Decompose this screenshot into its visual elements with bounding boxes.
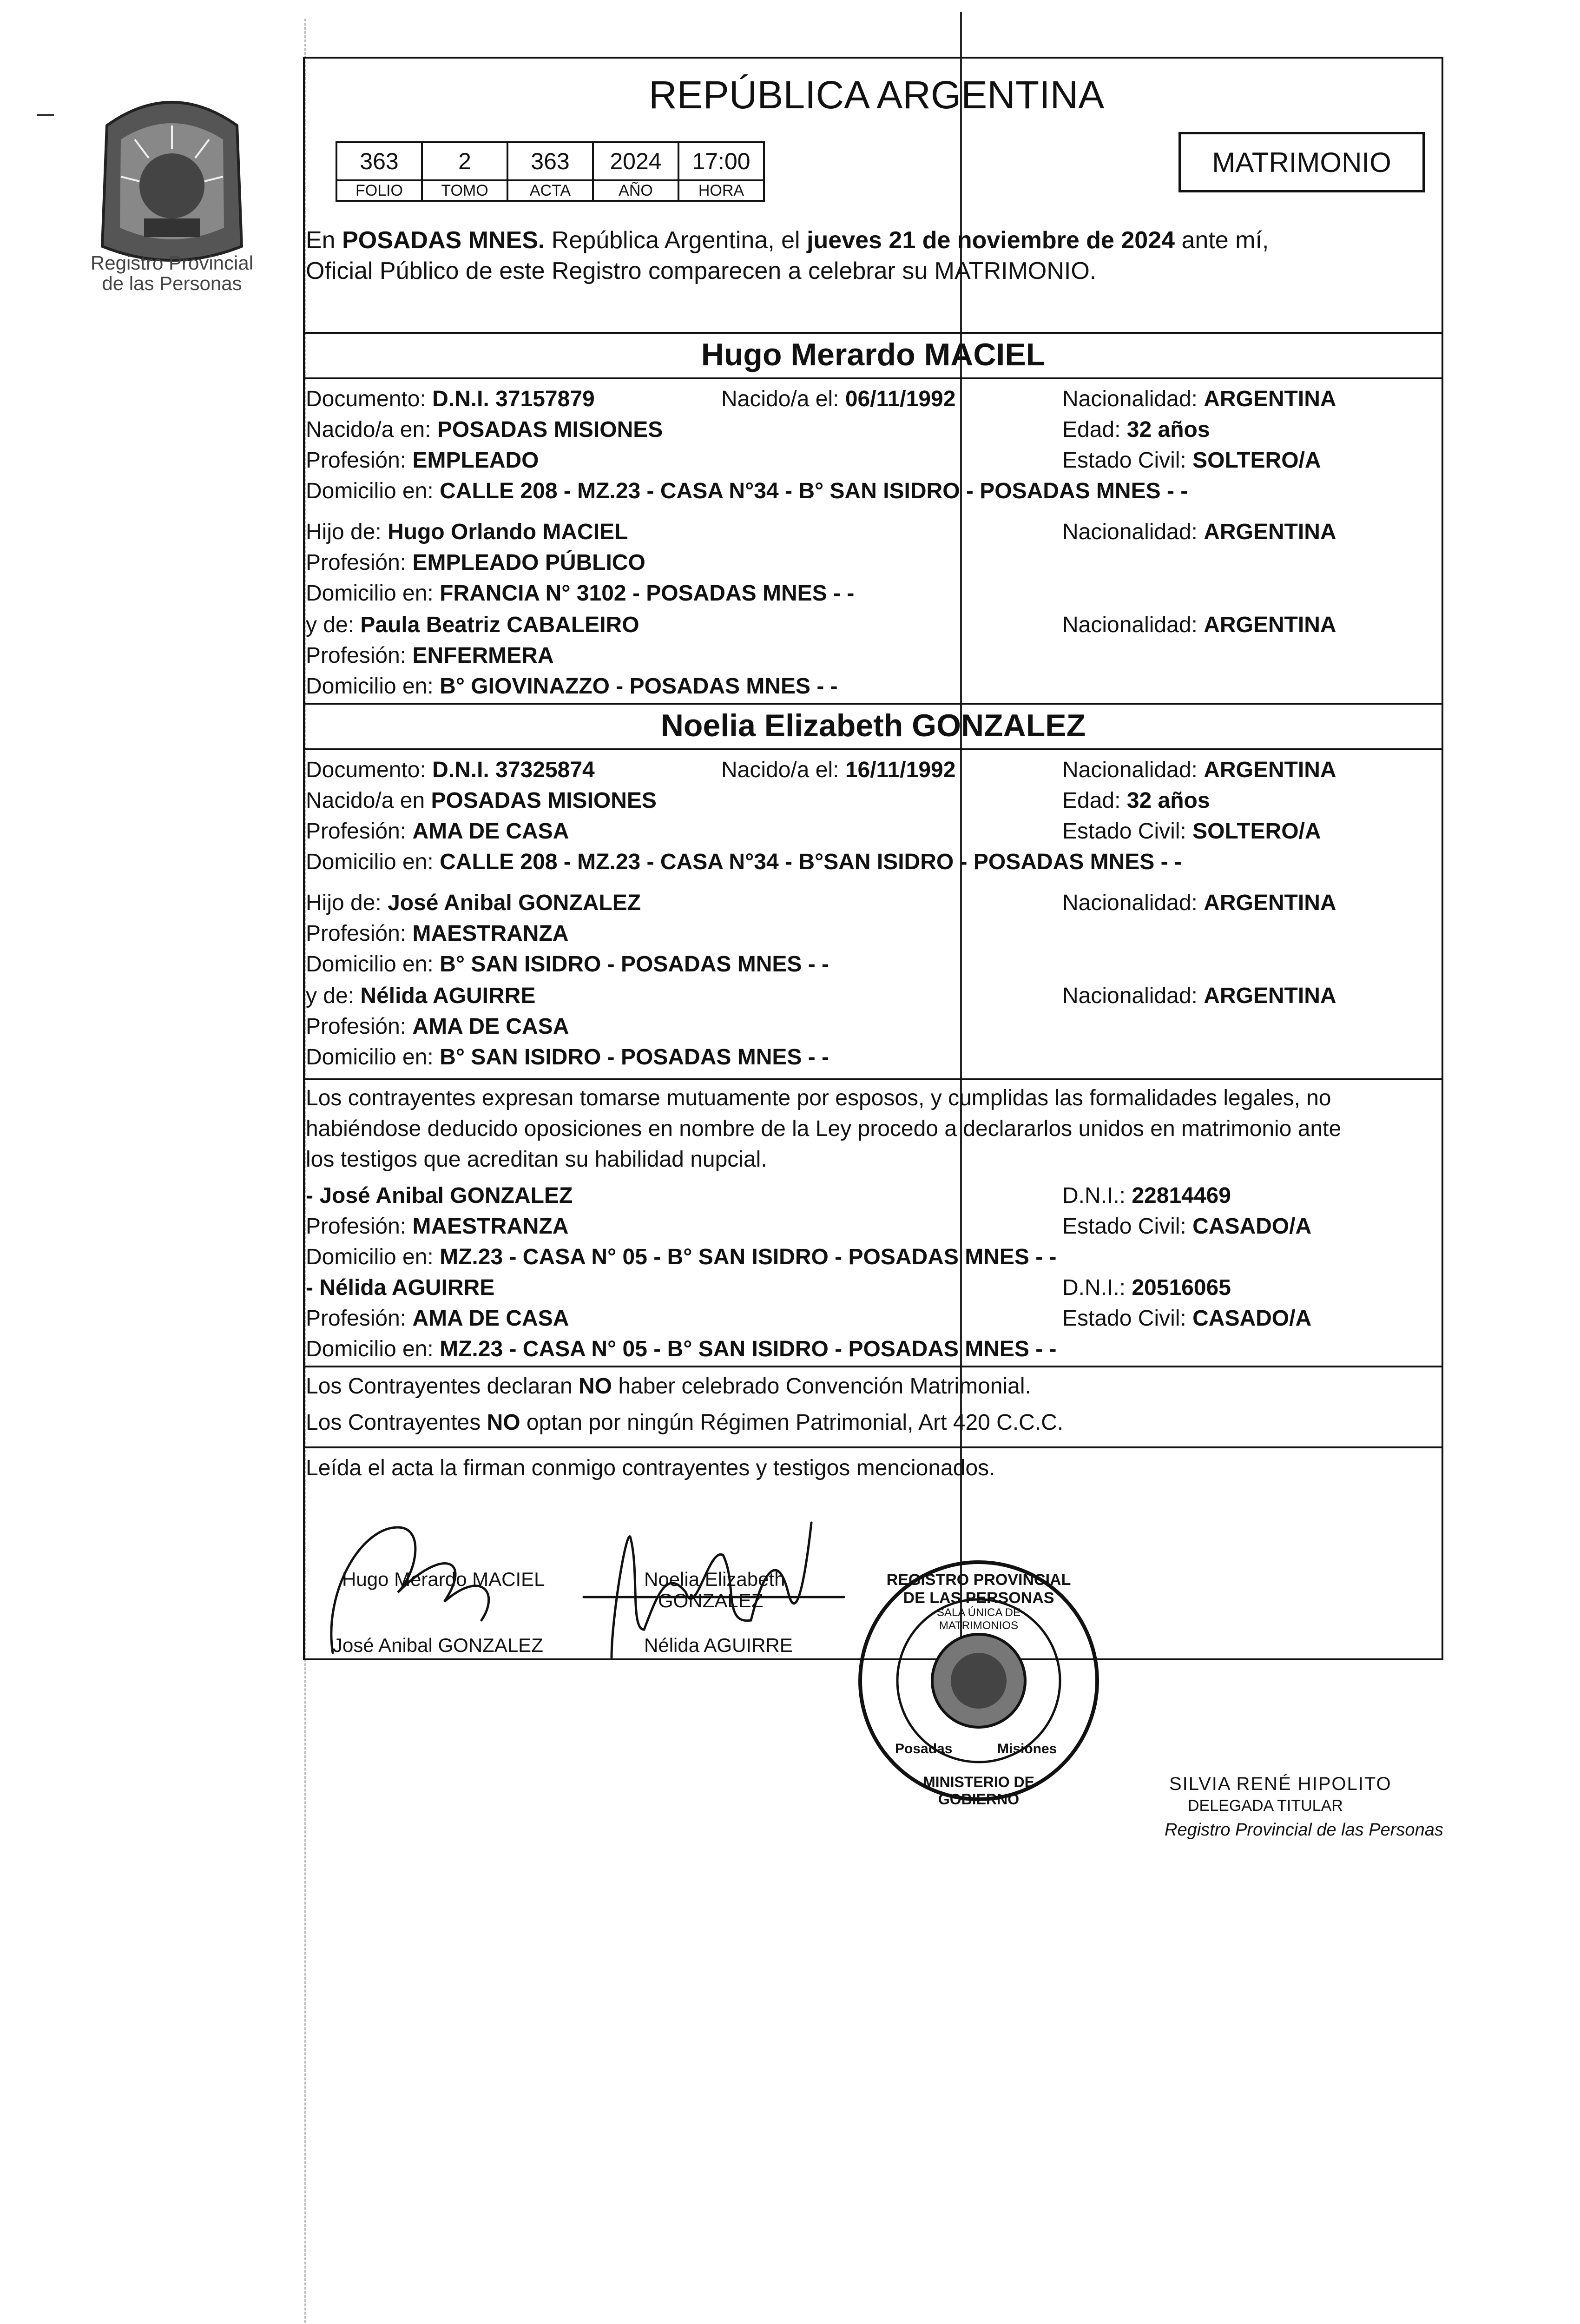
c1-padre-nacionalidad: Nacionalidad: ARGENTINA bbox=[1062, 520, 1336, 544]
stamp-posadas: Posadas bbox=[895, 1741, 953, 1756]
c1-nacido-el: Nacido/a el: 06/11/1992 bbox=[721, 387, 956, 411]
witness1-estado-civil: Estado Civil: CASADO/A bbox=[1062, 1214, 1312, 1239]
witness2-profesion: Profesión: AMA DE CASA bbox=[306, 1306, 569, 1331]
witness2-estado-civil: Estado Civil: CASADO/A bbox=[1062, 1306, 1312, 1331]
witness1-profesion: Profesión: MAESTRANZA bbox=[306, 1214, 569, 1239]
signature-label-noelia-b: GONZALEZ bbox=[658, 1590, 764, 1611]
acta-value: 363 bbox=[507, 142, 593, 180]
acta-caption: ACTA bbox=[507, 180, 593, 201]
seal-text-line1: Registro Provincial bbox=[90, 252, 254, 274]
c1-documento: Documento: D.N.I. 37157879 bbox=[306, 387, 595, 411]
c1-nacido-en: Nacido/a en: POSADAS MISIONES bbox=[306, 417, 663, 442]
folio-caption: FOLIO bbox=[336, 180, 422, 201]
stamp-misiones: Misiones bbox=[997, 1741, 1057, 1756]
c1-nacionalidad: Nacionalidad: ARGENTINA bbox=[1062, 387, 1336, 411]
tomo-caption: TOMO bbox=[422, 180, 507, 201]
c1-padre: Hijo de: Hugo Orlando MACIEL bbox=[306, 520, 628, 544]
stamp-outer-text: REGISTRO PROVINCIAL DE LAS PERSONAS bbox=[886, 1571, 1071, 1607]
anio-caption: AÑO bbox=[593, 180, 678, 201]
convencion-note: Los Contrayentes declaran NO haber celebrado Convención Matrimonial. bbox=[306, 1374, 1031, 1399]
hora-value: 17:00 bbox=[678, 142, 764, 180]
signature-label-noelia-a: Noelia Elizabeth bbox=[644, 1568, 785, 1590]
c2-madre-nacionalidad: Nacionalidad: ARGENTINA bbox=[1062, 984, 1336, 1008]
c1-madre-profesion: Profesión: ENFERMERA bbox=[306, 643, 554, 668]
c1-domicilio: Domicilio en: CALLE 208 - MZ.23 - CASA N°34 - B° SAN ISIDRO - POSADAS MNES - - bbox=[306, 479, 1188, 503]
c2-nacido-el: Nacido/a el: 16/11/1992 bbox=[721, 758, 956, 782]
c1-estado-civil: Estado Civil: SOLTERO/A bbox=[1062, 448, 1321, 473]
official-round-stamp bbox=[853, 1555, 1104, 1806]
c1-madre: y de: Paula Beatriz CABALEIRO bbox=[306, 613, 639, 637]
witness1-domicilio: Domicilio en: MZ.23 - CASA N° 05 - B° SAN ISIDRO - POSADAS MNES - - bbox=[306, 1245, 1057, 1269]
c1-madre-nacionalidad: Nacionalidad: ARGENTINA bbox=[1062, 613, 1336, 637]
c2-nacionalidad: Nacionalidad: ARGENTINA bbox=[1062, 758, 1336, 782]
acta-document bbox=[303, 57, 1443, 1840]
intro-line2: Oficial Público de este Registro comparecen a celebrar su MATRIMONIO. bbox=[306, 257, 1097, 284]
page-title: REPÚBLICA ARGENTINA bbox=[649, 73, 1105, 117]
hora-caption: HORA bbox=[678, 180, 764, 201]
c2-nacido-en: Nacido/a en POSADAS MISIONES bbox=[306, 788, 657, 813]
margin-dash bbox=[37, 114, 54, 116]
witness2-name: - Nélida AGUIRRE bbox=[306, 1275, 495, 1300]
c1-madre-domicilio: Domicilio en: B° GIOVINAZZO - POSADAS MNES - - bbox=[306, 674, 838, 699]
c1-padre-domicilio: Domicilio en: FRANCIA N° 3102 - POSADAS MNES - - bbox=[306, 581, 855, 606]
signature-label-jose: José Anibal GONZALEZ bbox=[333, 1634, 543, 1656]
stamp-ministerio: MINISTERIO DE GOBIERNO bbox=[922, 1774, 1034, 1808]
c2-domicilio: Domicilio en: CALLE 208 - MZ.23 - CASA N°34 - B°SAN ISIDRO - POSADAS MNES - - bbox=[306, 850, 1182, 874]
contrayente1-name: Hugo Merardo MACIEL bbox=[701, 337, 1046, 372]
contrayente2-name: Noelia Elizabeth GONZALEZ bbox=[660, 708, 1086, 743]
folio-value: 363 bbox=[336, 142, 422, 180]
c1-profesion: Profesión: EMPLEADO bbox=[306, 448, 539, 473]
c2-estado-civil: Estado Civil: SOLTERO/A bbox=[1062, 819, 1321, 844]
provincial-emblem-icon bbox=[79, 70, 265, 274]
signature-label-hugo: Hugo Merardo MACIEL bbox=[342, 1568, 545, 1590]
declaration-line1: Los contrayentes expresan tomarse mutuamente por esposos, y cumplidas las formalidades legales, no bbox=[306, 1086, 1331, 1110]
witness2-domicilio: Domicilio en: MZ.23 - CASA N° 05 - B° SAN ISIDRO - POSADAS MNES - - bbox=[306, 1337, 1057, 1361]
c2-padre-domicilio: Domicilio en: B° SAN ISIDRO - POSADAS MNES - - bbox=[306, 952, 830, 977]
closing-statement: Leída el acta la firman conmigo contrayentes y testigos mencionados. bbox=[306, 1456, 995, 1480]
c2-padre: Hijo de: José Anibal GONZALEZ bbox=[306, 891, 641, 915]
c1-padre-profesion: Profesión: EMPLEADO PÚBLICO bbox=[306, 550, 645, 575]
official-office: Registro Provincial de las Personas bbox=[1165, 1820, 1443, 1840]
c2-padre-profesion: Profesión: MAESTRANZA bbox=[306, 921, 569, 946]
seal-registro-provincial bbox=[79, 70, 265, 302]
declaration-line2: habiéndose deducido oposiciones en nombre de la Ley procedo a declararlos unidos en matrimonio ante bbox=[306, 1116, 1342, 1141]
tomo-value: 2 bbox=[422, 142, 507, 180]
c2-profesion: Profesión: AMA DE CASA bbox=[306, 819, 569, 844]
c2-padre-nacionalidad: Nacionalidad: ARGENTINA bbox=[1062, 891, 1336, 915]
witness1-dni: D.N.I.: 22814469 bbox=[1062, 1183, 1231, 1208]
witness1-name: - José Anibal GONZALEZ bbox=[306, 1183, 573, 1208]
stamp-inner-text: SALA ÚNICA DE MATRIMONIOS bbox=[936, 1606, 1021, 1632]
official-role: DELEGADA TITULAR bbox=[1188, 1797, 1343, 1815]
regimen-note: Los Contrayentes NO optan por ningún Régimen Patrimonial, Art 420 C.C.C. bbox=[306, 1410, 1064, 1435]
c2-documento: Documento: D.N.I. 37325874 bbox=[306, 758, 595, 782]
declaration-line3: los testigos que acreditan su habilidad nupcial. bbox=[306, 1147, 767, 1172]
c1-edad: Edad: 32 años bbox=[1062, 417, 1210, 442]
anio-value: 2024 bbox=[593, 142, 678, 180]
c2-madre-domicilio: Domicilio en: B° SAN ISIDRO - POSADAS MNES - - bbox=[306, 1045, 830, 1070]
c2-madre-profesion: Profesión: AMA DE CASA bbox=[306, 1014, 569, 1039]
seal-text-line2: de las Personas bbox=[102, 272, 242, 294]
signature-scribbles bbox=[305, 59, 1442, 1658]
official-name: SILVIA RENÉ HIPOLITO bbox=[1169, 1774, 1392, 1794]
tipo-acta-box: MATRIMONIO bbox=[1178, 132, 1425, 192]
signature-label-nelida: Nélida AGUIRRE bbox=[644, 1634, 793, 1656]
c2-edad: Edad: 32 años bbox=[1062, 788, 1210, 813]
intro-line1: En POSADAS MNES. República Argentina, el jueves 21 de noviembre de 2024 ante mí, bbox=[306, 227, 1269, 254]
c2-madre: y de: Nélida AGUIRRE bbox=[306, 984, 536, 1008]
witness2-dni: D.N.I.: 20516065 bbox=[1062, 1275, 1231, 1300]
